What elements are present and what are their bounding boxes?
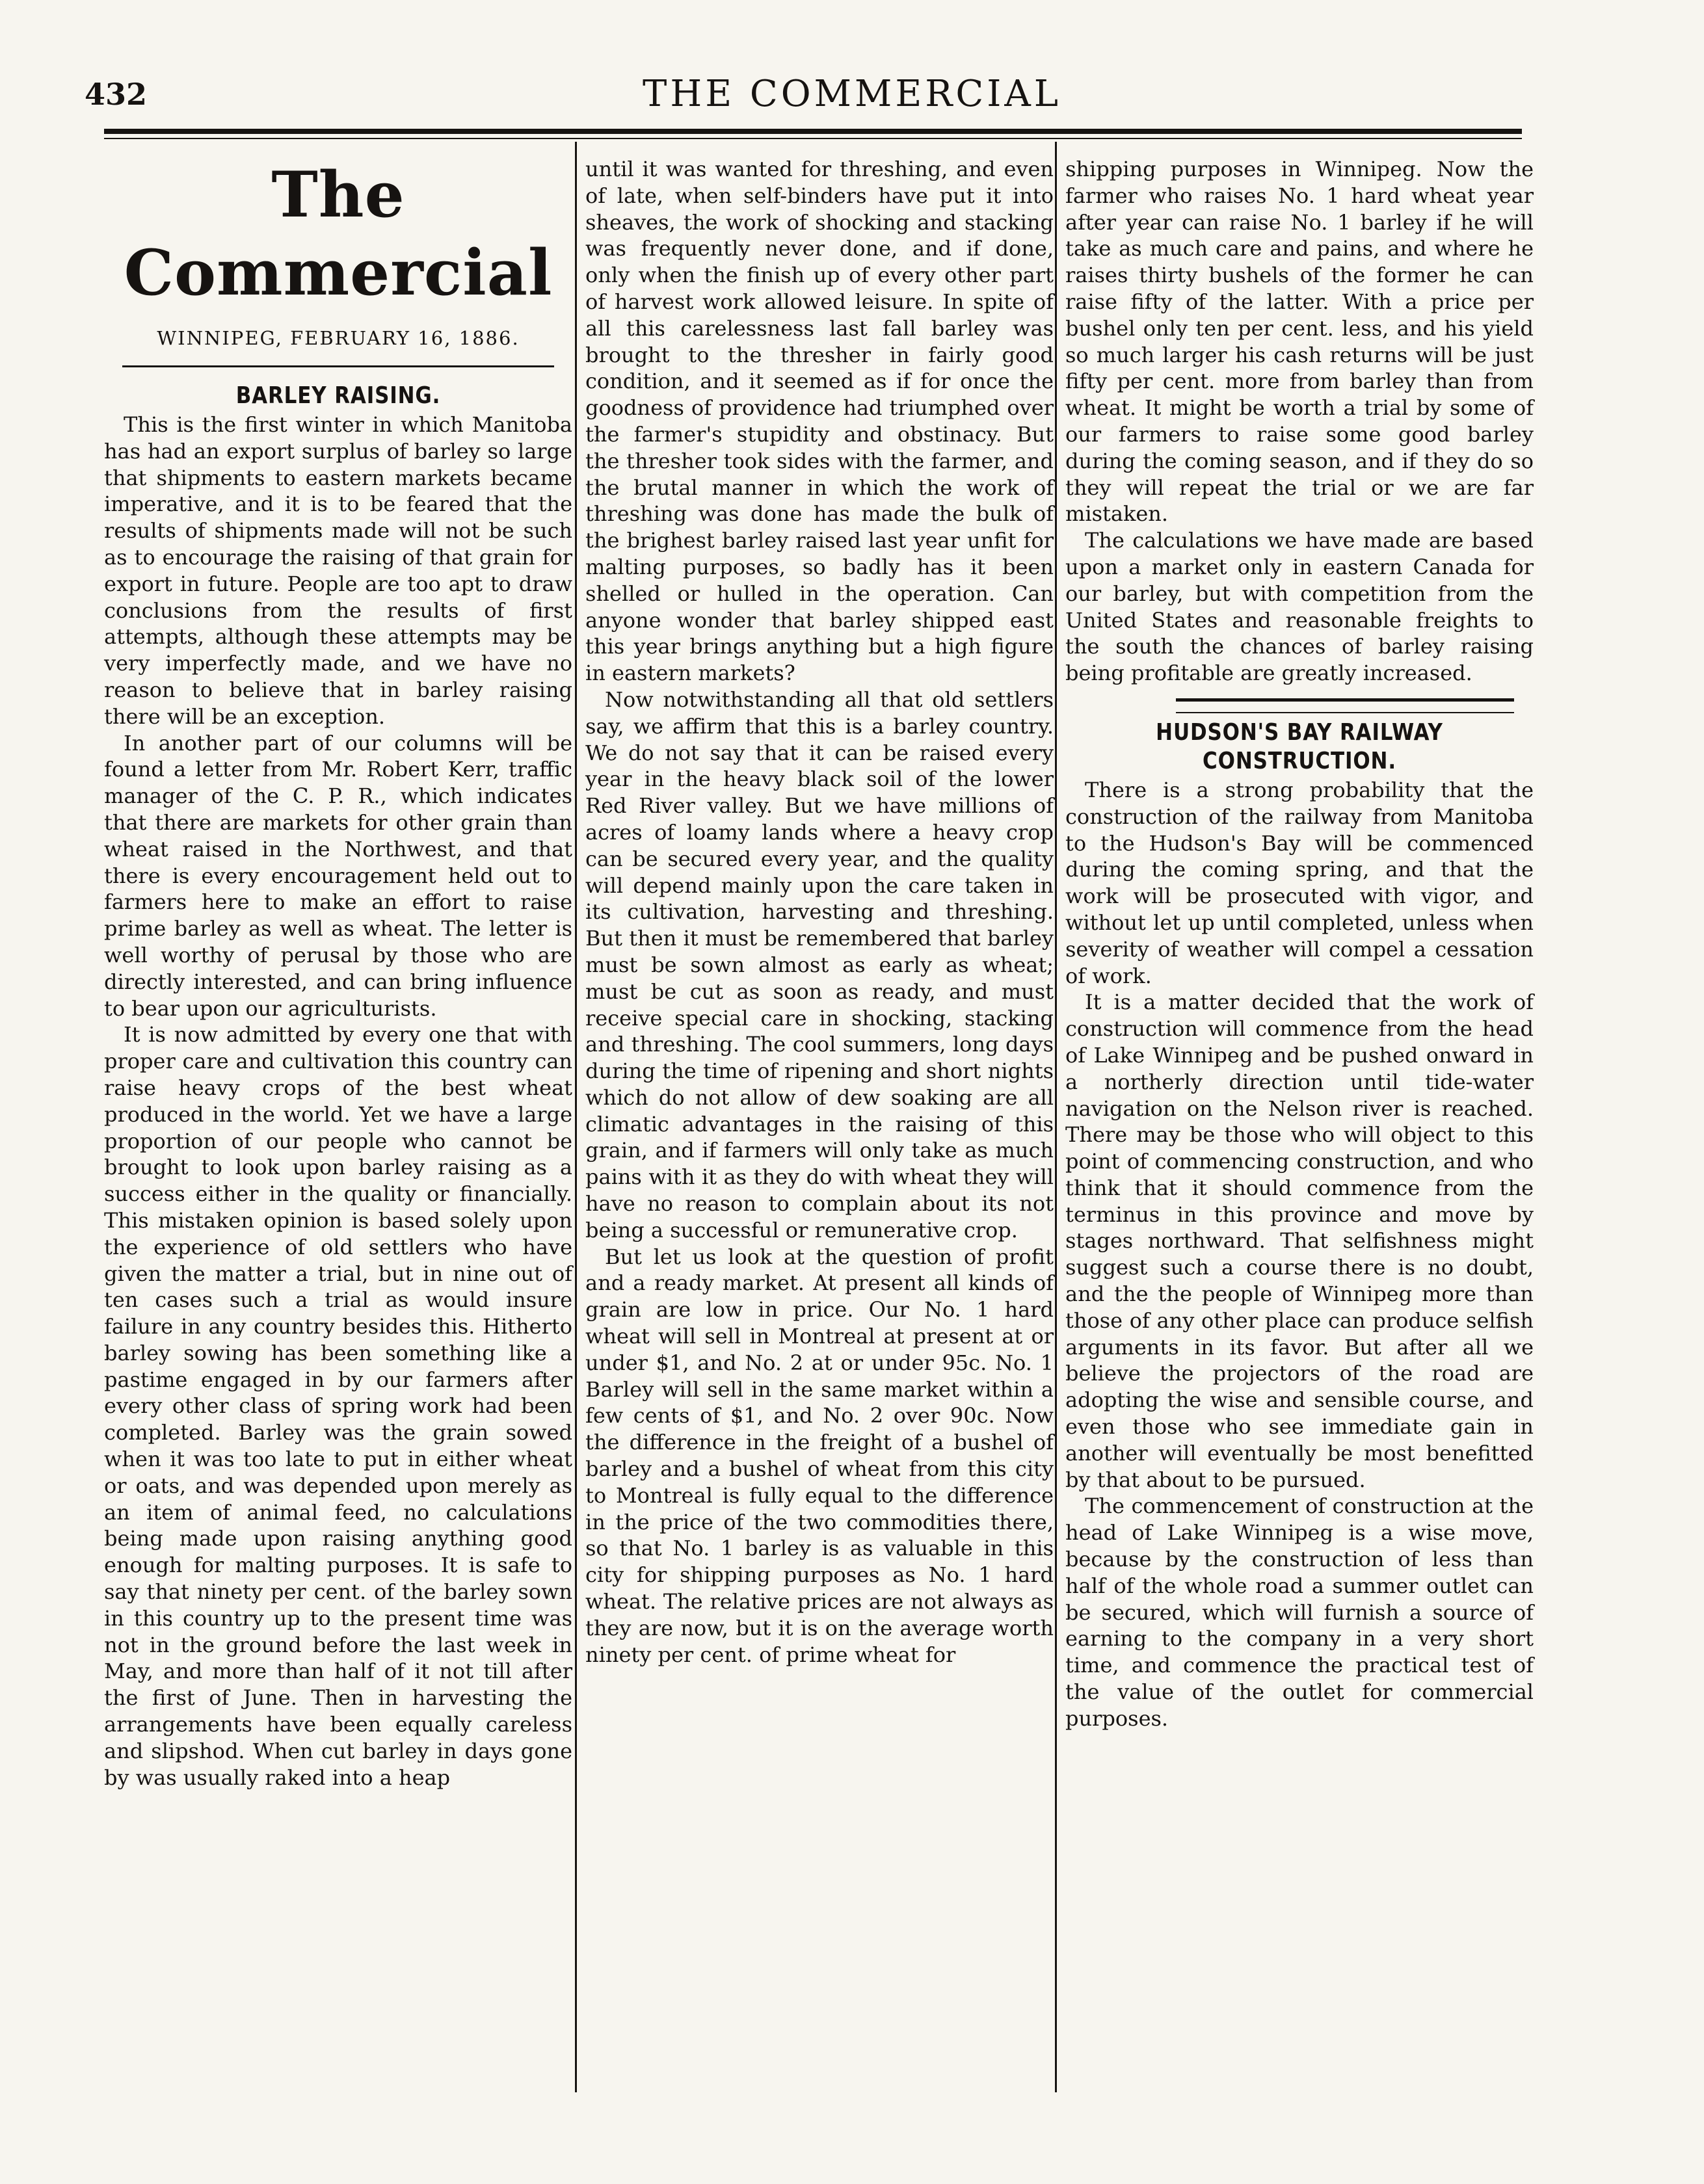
article-paragraph: The commencement of construction at the head of Lake Winnipeg is a wise move, because by the construction of less than half of the whole road a summer outlet can be secured, which will furnish a source of earning to the company in a very short time, and commence the practical test of the value of the outlet for commercial purposes. [1065,1493,1534,1731]
page-number: 432 [85,77,148,112]
section-rule [1176,698,1514,702]
column-1 [104,156,572,1791]
article-paragraph: until it was wanted for threshing, and even of late, when self-binders have put it into sheaves, the work of shocking and stacking was frequently never done, and if done, only when the finish up of every other part of harvest work allowed leisure. In spite of all this carelessness last fall barley was brought to the thresher in fairly good condition, and it seemed as if for once the goodness of providence had triumphed over the farmer's stupidity and obstinacy. But the thresher took sides with the farmer, and the brutal manner in which the work of threshing was done has made the bulk of the brighest barley raised last year unfit for malting purposes, so badly has it been shelled or hulled in the operation. Can anyone wonder that barley shipped east this year brings anything but a high figure in eastern markets? [585,157,1054,686]
article-paragraph: There is a strong probability that the construction of the railway from Manitoba to the Hudson's Bay will be commenced during the coming spring, and that the work will be prosecuted with vigor, and without let up until completed, unless when severity of weather will compel a cessation of work. [1065,777,1534,988]
header-rule-thin [104,138,1522,139]
running-head: THE COMMERCIAL [643,73,1061,115]
article-paragraph: Now notwithstanding all that old settlers say, we affirm that this is a barley country. We do not say that it can be raised every year in the heavy black soil of the lower Red River valley. But we have millions of acres of loamy lands where a heavy crop can be secured every year, and the quality will depend mainly upon the care taken in its cultivation, harvesting and threshing. But then it must be remembered that barley must be sown almost as early as wheat; must be cut as soon as ready, and must receive special care in shocking, stacking and threshing. The cool summers, long days during the time of ripening and short nights which do not allow of dew soaking are all climatic advantages in the raising of this grain, and if farmers will only take as much pains with it as they do with wheat they will have no reason to complain about its not being a successful or remunerative crop. [585,687,1054,1243]
dateline: WINNIPEG, FEBRUARY 16, 1886. [157,327,520,349]
article-paragraph: shipping purposes in Winnipeg. Now the farmer who raises No. 1 hard wheat year after year can raise No. 1 barley if he will take as much care and pains, and where he raises thirty bushels of the former he can raise fifty of the latter. With a price per bushel only ten per cent. less, and his yield so much larger his cash returns will be just fifty per cent. more from barley than from wheat. It might be worth a trial by some of our farmers to raise some good barley during the coming season, and if they do so they will repeat the trial or we are far mistaken. [1065,157,1534,527]
column-divider [1055,142,1057,2092]
article-paragraph: In another part of our columns will be found a letter from Mr. Robert Kerr, traffic manager of the C. P. R., which indicates that there are markets for other grain than wheat raised in the Northwest, and that there is every encouragement held out to farmers here to make an effort to raise prime barley as well as wheat. The letter is well worthy of perusal by those who are directly interested, and can bring influence to bear upon our agriculturists. [104,730,572,1021]
masthead-rule [122,365,554,367]
column-3 [1065,156,1534,1732]
article-paragraph: This is the first winter in which Manitoba has had an export surplus of barley so large that shipments to eastern markets became imperative, and it is to be feared that the results of shipments made will not be such as to encourage the raising of that grain for export in future. People are too apt to draw conclusions from the results of first attempts, although these attempts may be very imperfectly made, and we have no reason to believe that in barley raising there will be an exception. [104,412,572,729]
article-headline: HUDSON'S BAY RAILWAY CONSTRUCTION. [1156,718,1443,774]
masthead-title: The Commercial [124,158,553,309]
article-paragraph: It is now admitted by every one that with proper care and cultivation this country can raise heavy crops of the best wheat produced in the world. Yet we have a large proportion of our people who cannot be brought to look upon barley raising as a success either in the quality or financially. This mistaken opinion is based solely upon the experience of old settlers who have given the matter a trial, but in nine out of ten cases such a trial as would insure failure in any country besides this. Hitherto barley sowing has been something like a pastime engaged in by our farmers after every other class of spring work had been completed. Barley was the grain sowed when it was too late to put in either wheat or oats, and was depended upon merely as an item of animal feed, no calculations being made upon raising anything good enough for malting purposes. It is safe to say that ninety per cent. of the barley sown in this country up to the present time was not in the ground before the last week in May, and more than half of it not till after the first of June. Then in harvesting the arrangements have been equally careless and slipshod. When cut barley in days gone by was usually raked into a heap [104,1022,572,1790]
article-paragraph: It is a matter decided that the work of construction will commence from the head of Lake Winnipeg and be pushed onward in a northerly direction until tide-water navigation on the Nelson river is reached. There may be those who will object to this point of commencing construction, and who think that it should commence from the terminus in this province and move by stages northward. That selfishness might suggest such a course there is no doubt, and the the people of Winnipeg more than those of any other place can produce selfish arguments in its favor. But after all we believe the projectors of the road are adopting the wise and sensible course, and even those who see immediate gain in another will eventually be most benefitted by that about to be pursued. [1065,990,1534,1492]
column-2 [585,156,1054,1668]
article-paragraph: The calculations we have made are based upon a market only in eastern Canada for our barley, but with competition from the United States and reasonable freights to the south the chances of barley raising being profitable are greatly increased. [1065,528,1534,686]
header-rule [104,129,1522,134]
article-headline: BARLEY RAISING. [235,382,441,409]
article-paragraph: But let us look at the question of profit and a ready market. At present all kinds of grain are low in price. Our No. 1 hard wheat will sell in Montreal at present at or under $1, and No. 2 at or under 95c. No. 1 Barley will sell in the same market within a few cents of $1, and No. 2 over 90c. Now the difference in the freight of a bushel of barley and a bushel of wheat from this city to Montreal is fully equal to the difference in the price of the two commodities there, so that No. 1 barley is as valuable in this city for shipping purposes as No. 1 hard wheat. The relative prices are not always as they are now, but it is on the average worth ninety per cent. of prime wheat for [585,1244,1054,1667]
column-divider [575,142,577,2092]
section-rule-thin [1176,712,1514,713]
